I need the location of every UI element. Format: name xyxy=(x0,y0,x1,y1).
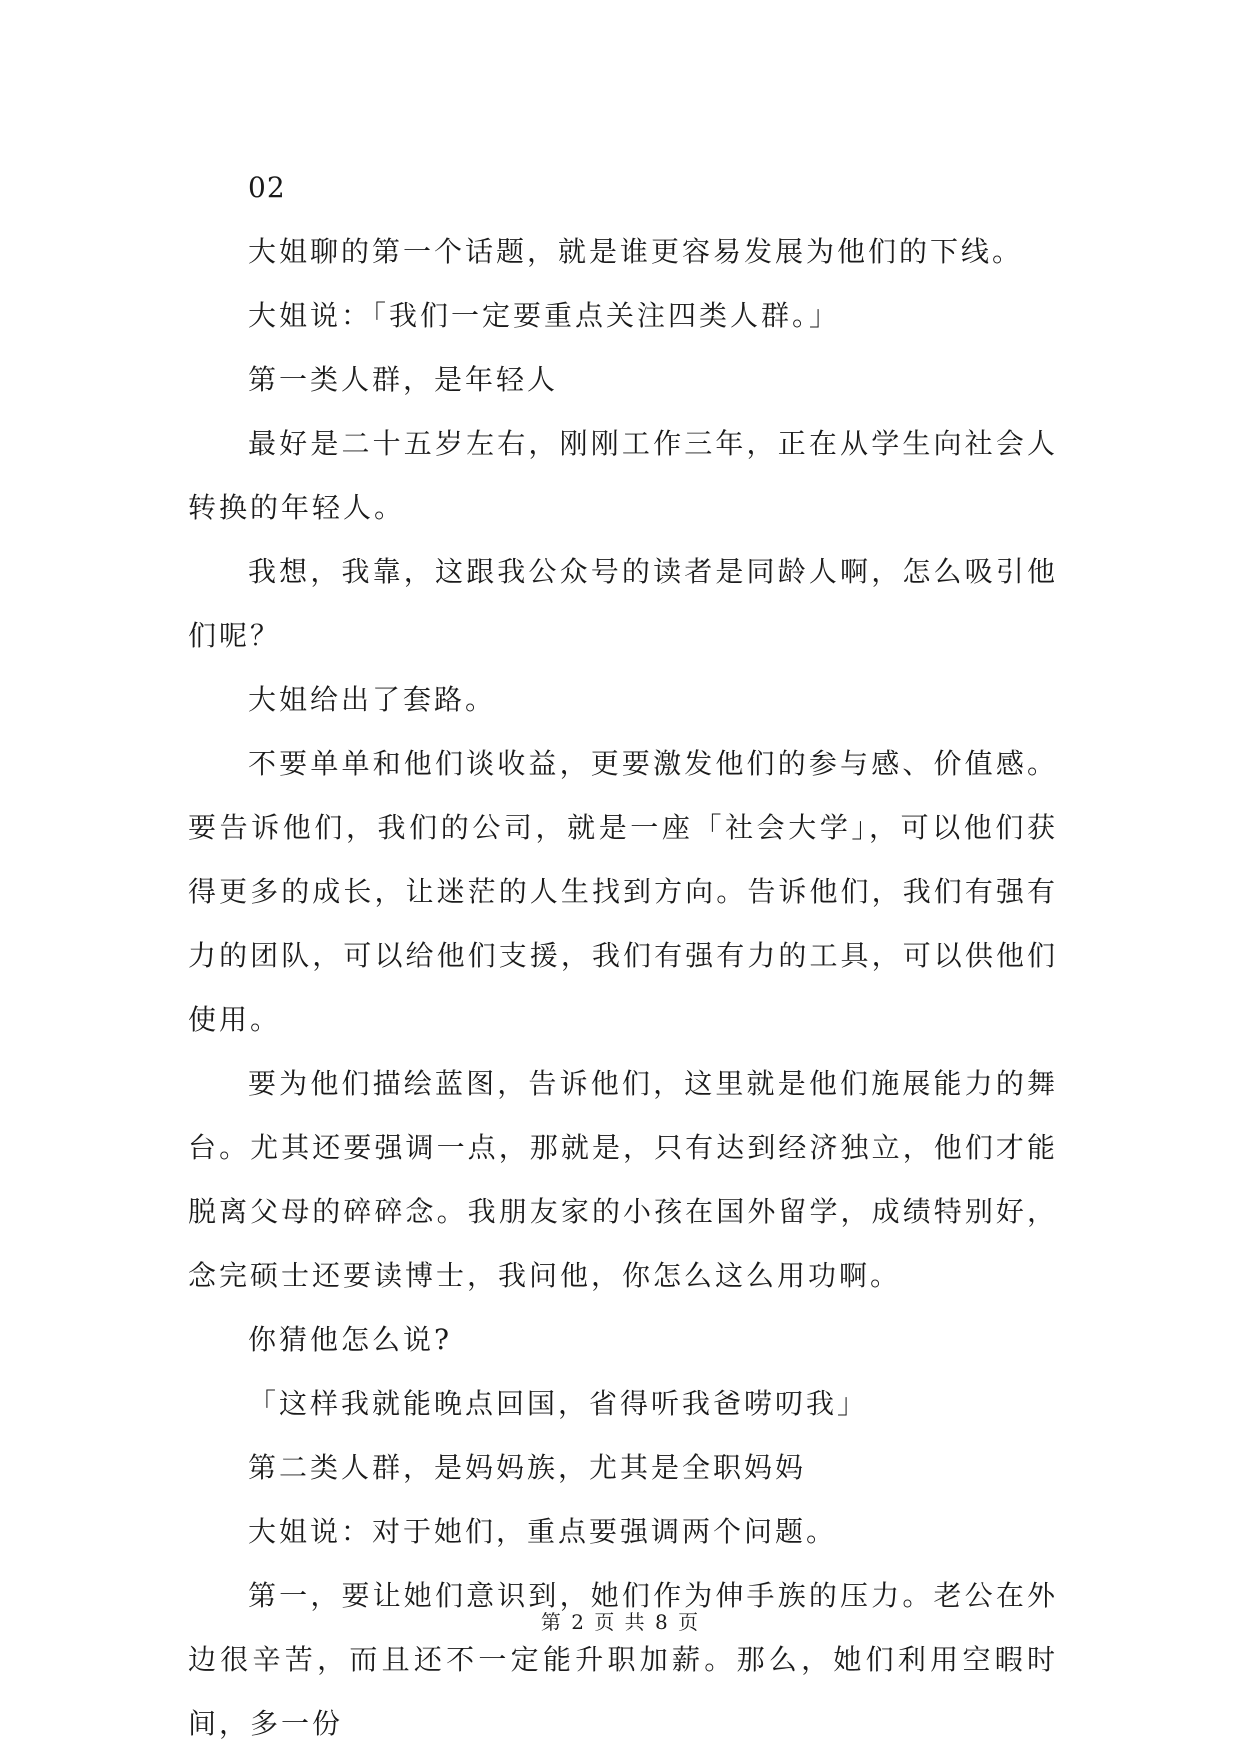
paragraph: 第二类人群，是妈妈族，尤其是全职妈妈 xyxy=(248,1451,807,1484)
paragraph: 最好是二十五岁左右，刚刚工作三年，正在从学生向社会人转换的年轻人。 xyxy=(188,427,1058,524)
paragraph: 第一类人群，是年轻人 xyxy=(248,363,559,396)
section-number: 02 xyxy=(248,171,286,204)
paragraph: 我想，我靠，这跟我公众号的读者是同龄人啊，怎么吸引他们呢？ xyxy=(188,555,1058,652)
paragraph: 大姐给出了套路。 xyxy=(248,683,497,716)
paragraph: 要为他们描绘蓝图，告诉他们，这里就是他们施展能力的舞台。尤其还要强调一点，那就是，只有达到经济独立，他们才能脱离父母的碎碎念。我朋友家的小孩在国外留学，成绩特别好，念完硕士还要读博士，我问他，你怎么这么用功啊。 xyxy=(188,1067,1058,1292)
paragraph: 「这样我就能晚点回国，省得听我爸唠叨我」 xyxy=(248,1387,869,1420)
paragraph: 不要单单和他们谈收益，更要激发他们的参与感、价值感。要告诉他们，我们的公司，就是一座「社会大学」，可以他们获得更多的成长，让迷茫的人生找到方向。告诉他们，我们有强有力的团队，可以给他们支援，我们有强有力的工具，可以供他们使用。 xyxy=(188,747,1058,1036)
paragraph: 你猜他怎么说? xyxy=(248,1323,453,1356)
page-footer: 第 2 页 共 8 页 xyxy=(540,1610,701,1634)
paragraph: 大姐聊的第一个话题，就是谁更容易发展为他们的下线。 xyxy=(248,235,1024,268)
paragraph: 第一，要让她们意识到，她们作为伸手族的压力。老公在外边很辛苦，而且还不一定能升职加薪。那么，她们利用空暇时间，多一份 xyxy=(188,1579,1058,1740)
paragraph: 大姐说：对于她们，重点要强调两个问题。 xyxy=(248,1515,838,1548)
paragraph: 大姐说：「我们一定要重点关注四类人群。」 xyxy=(248,299,841,332)
document-body xyxy=(188,156,1058,1756)
